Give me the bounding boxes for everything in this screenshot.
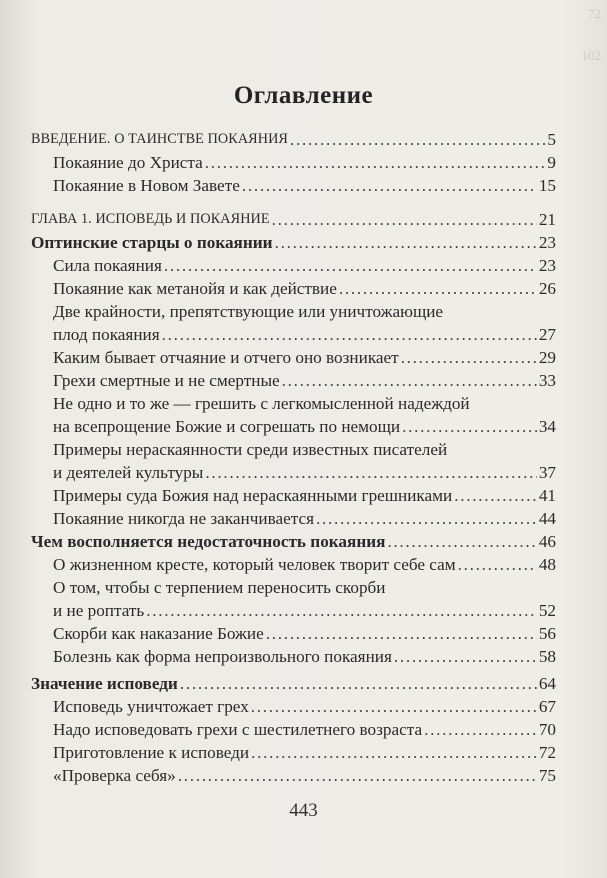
toc-entry: Примеры суда Божия над нераскаянными грешниками ..... 41 [31,484,556,507]
toc-section: Оптинские старцы о покаянии ..... 23 [31,231,556,254]
toc-section: Чем восполняется недостаточность покаяния ..... 46 [31,530,556,553]
toc-entry: Надо исповедовать грехи с шестилетнего возраста ..... 70 [31,718,556,741]
toc-chapter: ГЛАВА 1. ИСПОВЕДЬ И ПОКАЯНИЕ ..... 21 [31,208,556,231]
toc-entry-multiline: Две крайности, препятствующие или уничтожающие плод покаяния ..... 27 [31,300,556,346]
toc-section: Значение исповеди ..... 64 [31,672,556,695]
show-through-text: 72 [588,6,601,21]
toc-entry-multiline: О том, чтобы с терпением переносить скорби и не роптать ..... 52 [31,576,556,622]
toc-entry: Покаяние как метанойя и как действие ..... 26 [31,277,556,300]
toc-entry: «Проверка себя» ..... 75 [31,764,556,787]
page-number: 443 [289,800,318,821]
toc-entry: Каким бывает отчаяние и отчего оно возникает ..... 29 [31,346,556,369]
toc-entry: Сила покаяния ..... 23 [31,254,556,277]
toc-entry: Приготовление к исповеди ..... 72 [31,741,556,764]
toc-entry: Грехи смертные и не смертные ..... 33 [31,369,556,392]
toc-entry: Покаяние до Христа ..... 9 [31,151,556,174]
toc-entry-multiline: Примеры нераскаянности среди известных писателей и деятелей культуры ..... 37 [31,438,556,484]
toc-entry: О жизненном кресте, который человек творит себе сам ..... 48 [31,553,556,576]
toc-entry-multiline: Не одно и то же — грешить с легкомысленной надеждой на всепрощение Божие и согрешать по немощи ..... 34 [31,392,556,438]
table-of-contents [31,128,556,787]
toc-entry: Скорби как наказание Божие ..... 56 [31,622,556,645]
toc-entry: Болезнь как форма непроизвольного покаяния ..... 58 [31,645,556,668]
toc-entry: Покаяние в Новом Завете ..... 15 [31,174,556,197]
toc-entry: Исповедь уничтожает грех ..... 67 [31,695,556,718]
page-title: Оглавление [233,82,374,109]
toc-chapter: ВВЕДЕНИЕ. О ТАИНСТВЕ ПОКАЯНИЯ ..... 5 [31,128,556,151]
show-through-text: 102 [581,48,601,63]
toc-entry: Покаяние никогда не заканчивается ..... 44 [31,507,556,530]
